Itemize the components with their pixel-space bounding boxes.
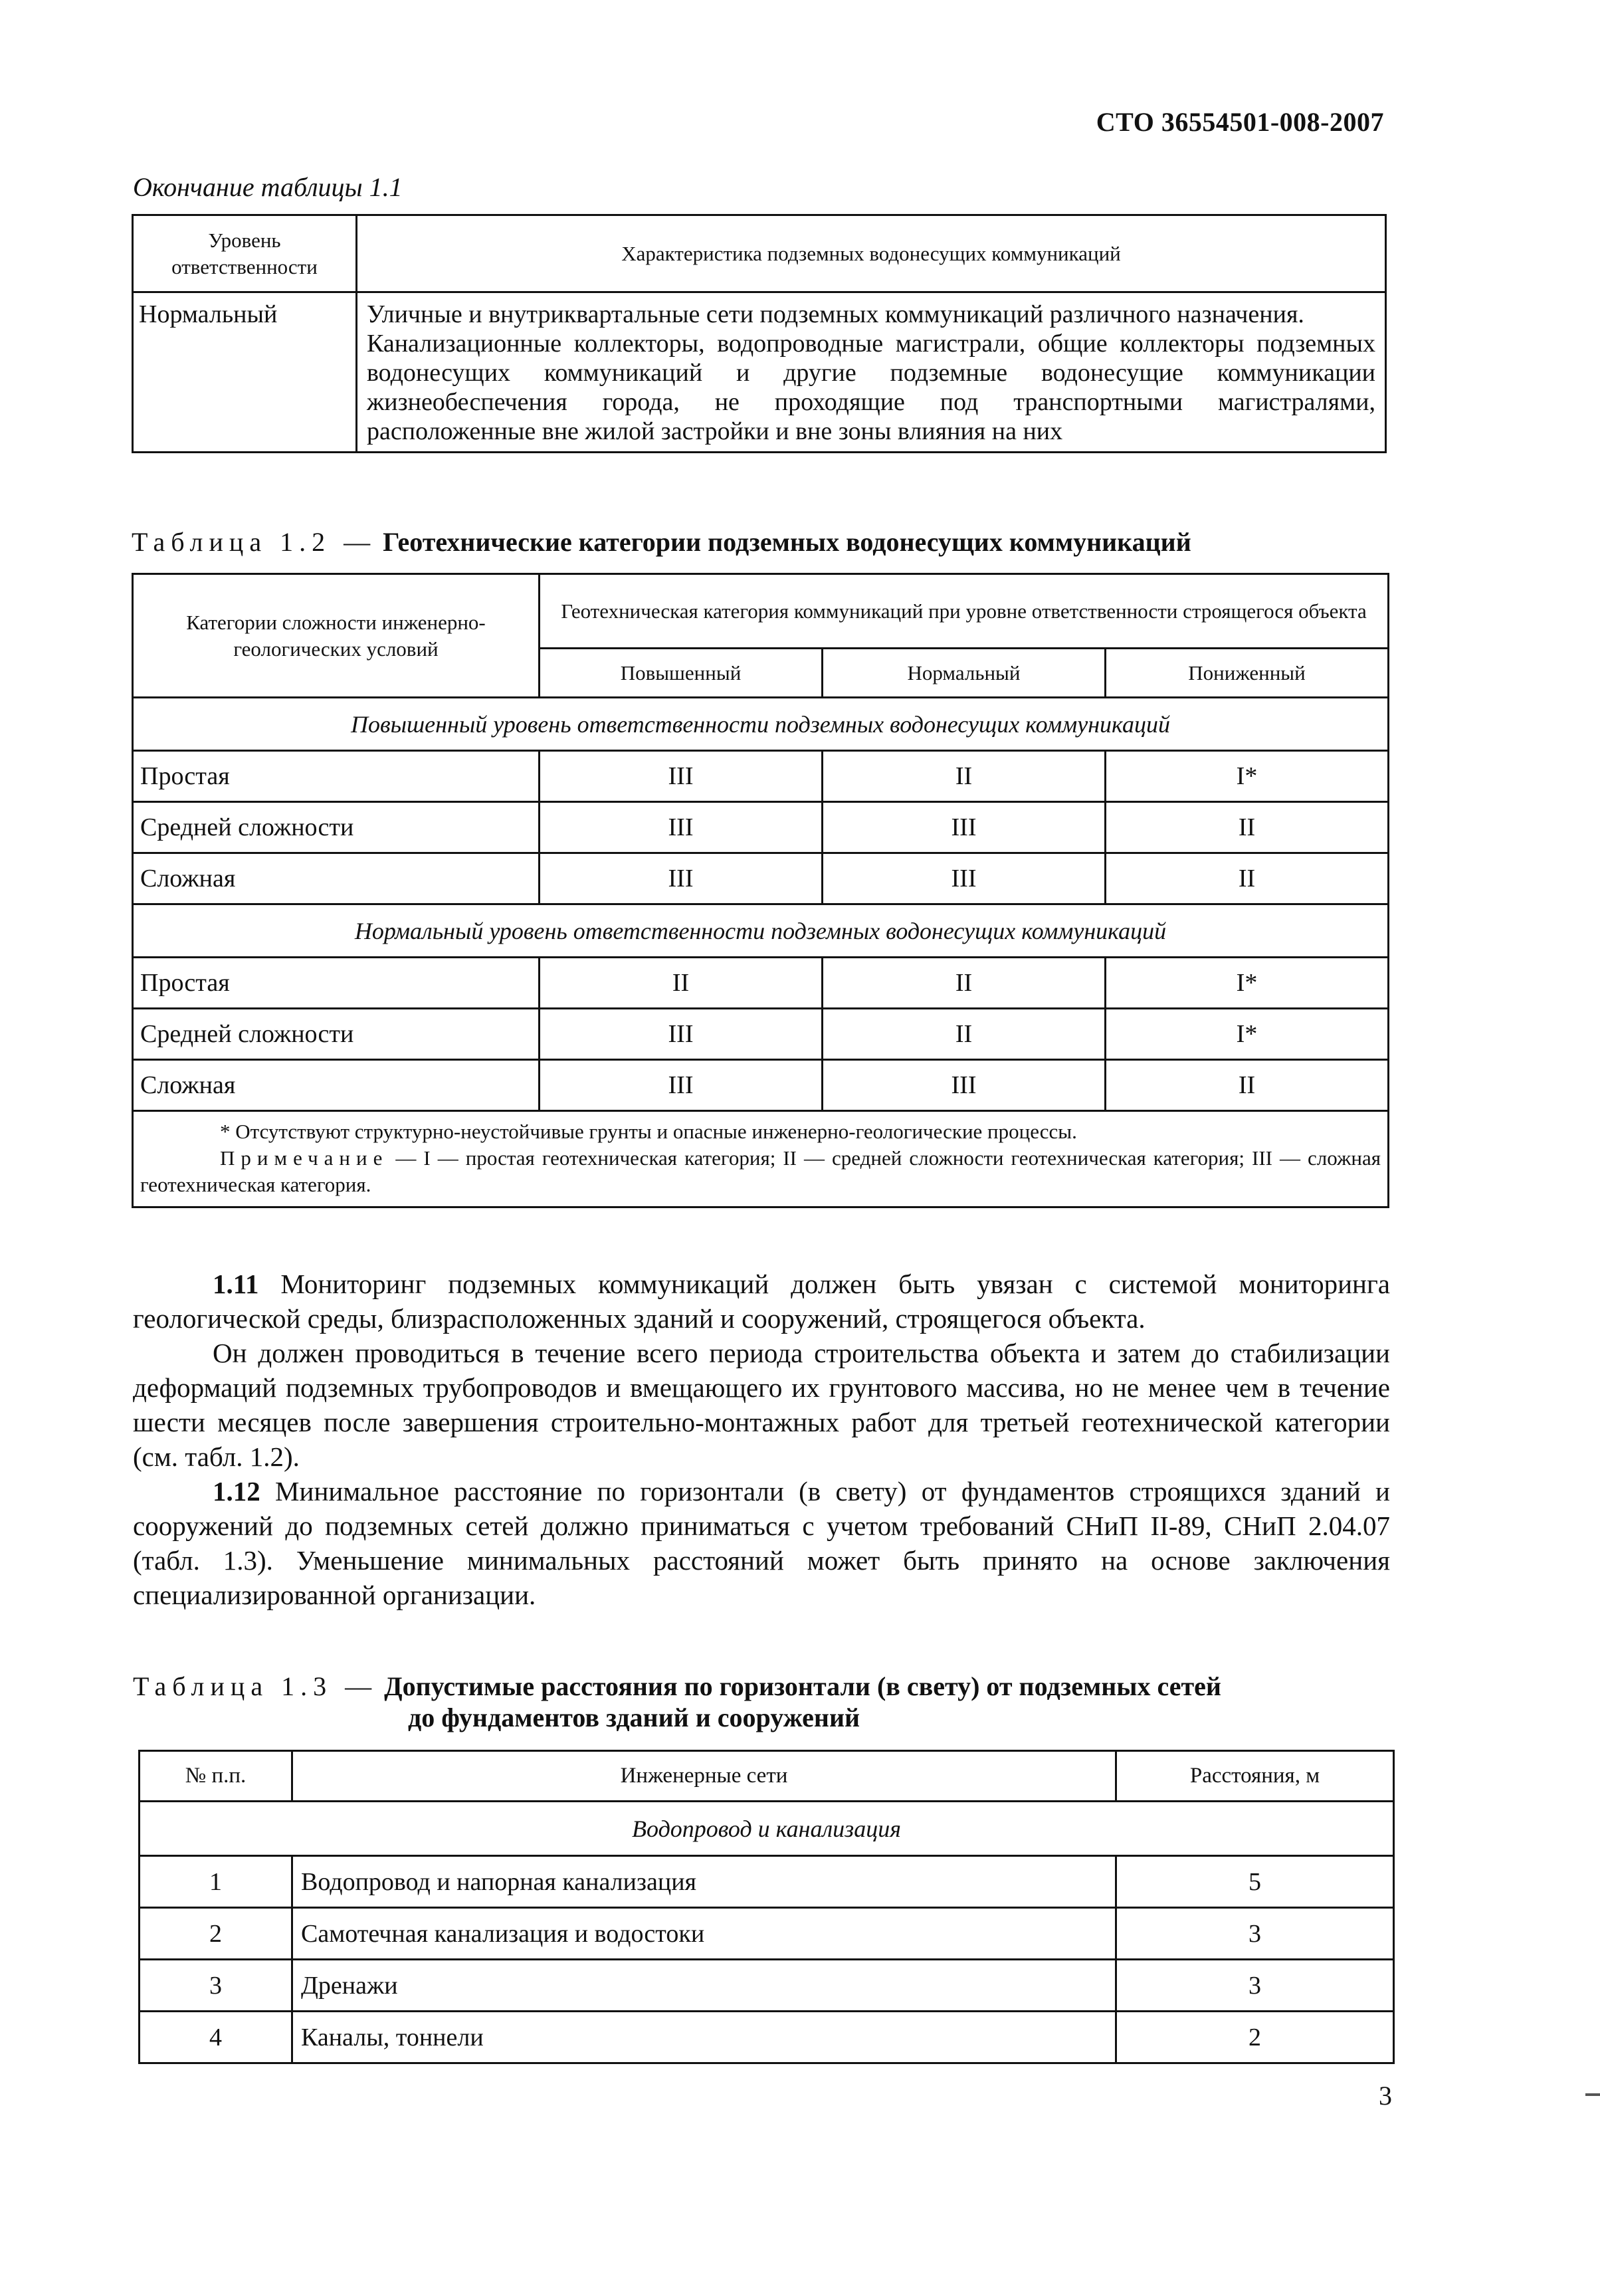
value-cell: I* xyxy=(1106,1009,1389,1060)
characteristic-text-1: Уличные и внутриквартальные сети подземных коммуникаций различного назначения. xyxy=(367,300,1304,328)
table-row xyxy=(140,2012,1394,2063)
row-number: 4 xyxy=(140,2012,292,2063)
group-title: Повышенный уровень ответственности подземных водонесущих коммуникаций xyxy=(133,698,1389,751)
value-cell: II xyxy=(823,958,1106,1009)
subheader-high: Повышенный xyxy=(540,649,823,698)
col-header-level: Уровень ответственности xyxy=(133,215,357,292)
row-number: 2 xyxy=(140,1908,292,1960)
table-1-2 xyxy=(132,573,1389,1208)
value-cell: I* xyxy=(1106,751,1389,802)
table-row xyxy=(133,802,1389,853)
caption-prefix: Таблица 1.2 — xyxy=(132,527,377,557)
paragraph: Он должен проводиться в течение всего периода строительства объекта и затем до стабилизации деформаций подземных трубопроводов и вмещающего их грунтового массива, но не менее чем в течение шести месяцев после завершения строительно-монтажных работ для третьей геотехнической категории (см. табл. 1.2). xyxy=(133,1338,1390,1472)
row-distance: 2 xyxy=(1116,2012,1394,2063)
document-code: СТО 36554501-008-2007 xyxy=(1096,107,1384,137)
value-cell: III xyxy=(540,1060,823,1111)
table-row xyxy=(133,1060,1389,1111)
value-cell: III xyxy=(823,802,1106,853)
table-row xyxy=(140,1960,1394,2012)
caption-prefix: Таблица 1.3 — xyxy=(133,1671,378,1701)
caption-line-2 xyxy=(133,1702,1221,1733)
table-1-3-caption xyxy=(133,1671,1221,1733)
row-distance: 5 xyxy=(1116,1856,1394,1908)
table-row xyxy=(133,751,1389,802)
row-name: Средней сложности xyxy=(133,1009,540,1060)
table-row xyxy=(133,958,1389,1009)
caption-title-2: до фундаментов зданий и сооружений xyxy=(408,1703,860,1732)
value-cell: II xyxy=(540,958,823,1009)
notes-row xyxy=(133,1111,1389,1207)
scan-edge-mark xyxy=(1585,2093,1600,2096)
table-1-1-continuation-label: Окончание таблицы 1.1 xyxy=(133,172,403,202)
value-cell: III xyxy=(540,1009,823,1060)
row-name: Сложная xyxy=(133,853,540,904)
value-cell: II xyxy=(823,751,1106,802)
characteristic-cell xyxy=(357,292,1386,453)
caption-title: Геотехнические категории подземных водонесущих коммуникаций xyxy=(383,527,1191,557)
paragraph-text: Минимальное расстояние по горизонтали (в свету) от фундаментов строящихся зданий и сооружений до подземных сетей должно приниматься с учетом требований СНиП II-89, СНиП 2.04.07 (табл. 1.3). Уменьшение минимальных расстояний может быть принято на основе заключения специализированной организации. xyxy=(133,1476,1390,1610)
row-name: Сложная xyxy=(133,1060,540,1111)
value-cell: III xyxy=(540,751,823,802)
note xyxy=(140,1145,1381,1198)
group-row xyxy=(133,698,1389,751)
section-number: 1.11 xyxy=(213,1269,259,1299)
subheader-low: Пониженный xyxy=(1106,649,1389,698)
note-label: Примечание xyxy=(220,1146,389,1170)
table-1-2-caption xyxy=(132,526,1191,558)
row-name: Дренажи xyxy=(292,1960,1116,2012)
header-geotech-category: Геотехническая категория коммуникаций при уровне ответственности строящегося объекта xyxy=(540,574,1389,649)
col-header-distance: Расстояния, м xyxy=(1116,1751,1394,1802)
col-header-characteristic: Характеристика подземных водонесущих коммуникаций xyxy=(357,215,1386,292)
table-row xyxy=(133,853,1389,904)
value-cell: III xyxy=(540,802,823,853)
group-row xyxy=(133,904,1389,958)
col-header-networks: Инженерные сети xyxy=(292,1751,1116,1802)
table-row xyxy=(133,292,1386,453)
row-name: Простая xyxy=(133,958,540,1009)
table-row xyxy=(140,1856,1394,1908)
table-notes xyxy=(133,1111,1389,1207)
row-distance: 3 xyxy=(1116,1960,1394,2012)
group-title: Водопровод и канализация xyxy=(140,1802,1394,1856)
value-cell: II xyxy=(1106,1060,1389,1111)
row-name: Простая xyxy=(133,751,540,802)
row-name: Водопровод и напорная канализация xyxy=(292,1856,1116,1908)
row-number: 1 xyxy=(140,1856,292,1908)
section-1-11 xyxy=(133,1267,1390,1612)
caption-title: Допустимые расстояния по горизонтали (в свету) от подземных сетей xyxy=(384,1671,1221,1701)
section-number: 1.12 xyxy=(213,1476,260,1507)
group-title: Нормальный уровень ответственности подземных водонесущих коммуникаций xyxy=(133,904,1389,958)
caption-line-1 xyxy=(133,1671,1221,1702)
value-cell: III xyxy=(823,853,1106,904)
value-cell: II xyxy=(1106,802,1389,853)
row-name: Самотечная канализация и водостоки xyxy=(292,1908,1116,1960)
level-cell: Нормальный xyxy=(133,292,357,453)
table-row xyxy=(133,1009,1389,1060)
value-cell: III xyxy=(823,1060,1106,1111)
table-header-row xyxy=(140,1751,1394,1802)
row-distance: 3 xyxy=(1116,1908,1394,1960)
col-header-number: № п.п. xyxy=(140,1751,292,1802)
subheader-normal: Нормальный xyxy=(823,649,1106,698)
paragraph xyxy=(133,1474,1390,1612)
characteristic-text-2: Канализационные коллекторы, водопроводные магистрали, общие коллекторы подземных водонесущих коммуникаций и другие подземные водонесущие коммуникации жизнеобеспечения города, не проходящие под транспортными магистралями, расположенные вне жилой застройки и вне зоны влияния на них xyxy=(367,330,1375,445)
footnote: * Отсутствуют структурно-неустойчивые грунты и опасные инженерно-геологические процессы. xyxy=(220,1120,1077,1143)
row-name: Каналы, тоннели xyxy=(292,2012,1116,2063)
paragraph-text: Мониторинг подземных коммуникаций должен быть увязан с системой мониторинга геологической среды, близрасположенных зданий и сооружений, строящегося объекта. xyxy=(133,1269,1390,1334)
value-cell: I* xyxy=(1106,958,1389,1009)
table-header-row xyxy=(133,215,1386,292)
page-number: 3 xyxy=(1379,2081,1392,2111)
table-row xyxy=(140,1908,1394,1960)
row-number: 3 xyxy=(140,1960,292,2012)
row-name: Средней сложности xyxy=(133,802,540,853)
note-text: — I — простая геотехническая категория; II — средней сложности геотехническая категория; III — сложная геотехническая категория. xyxy=(140,1146,1381,1196)
value-cell: II xyxy=(823,1009,1106,1060)
table-1-1 xyxy=(132,214,1387,453)
paragraph xyxy=(133,1267,1390,1336)
value-cell: III xyxy=(540,853,823,904)
table-header-row xyxy=(133,574,1389,649)
table-1-3 xyxy=(138,1750,1395,2064)
header-complexity: Категории сложности инженерно-геологических условий xyxy=(133,574,540,698)
group-row xyxy=(140,1802,1394,1856)
value-cell: II xyxy=(1106,853,1389,904)
